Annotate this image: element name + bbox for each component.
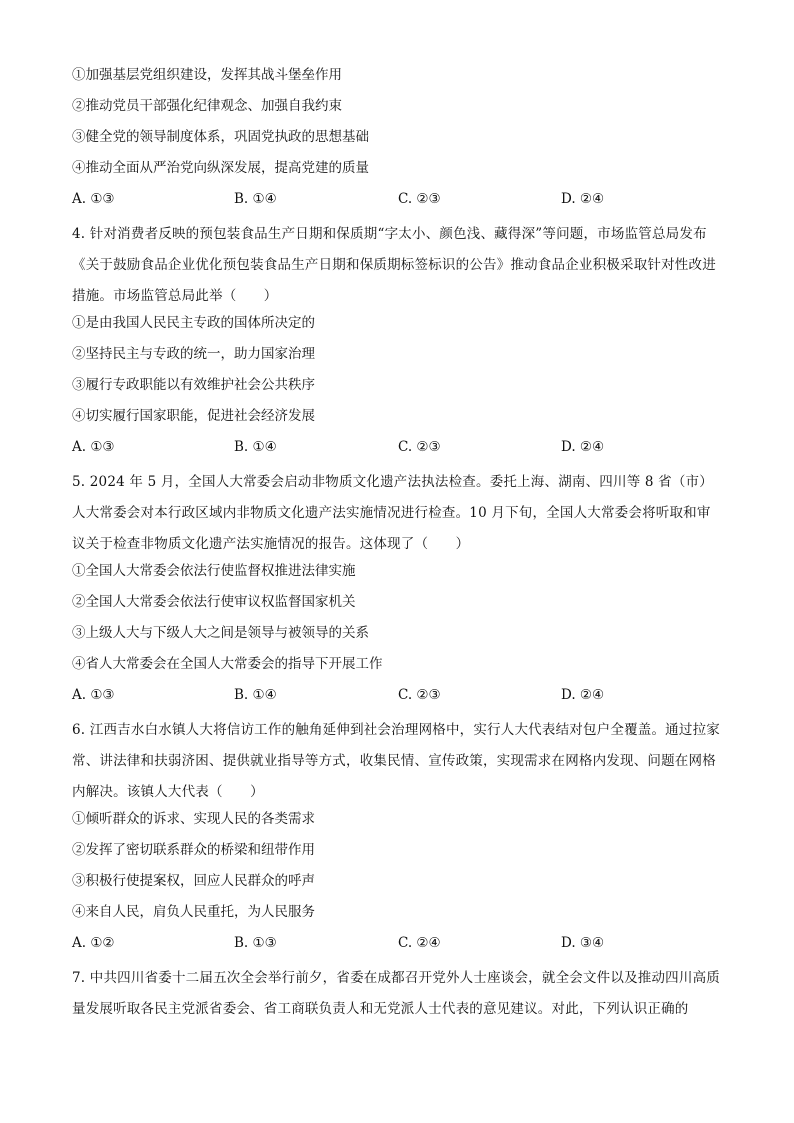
- question-3: [72, 64, 722, 219]
- statement: ③健全党的领导制度体系，巩固党执政的思想基础: [72, 129, 369, 145]
- statement: ③上级人大与下级人大之间是领导与被领导的关系: [72, 625, 369, 641]
- statement: ③积极行使提案权，回应人民群众的呼声: [72, 873, 315, 889]
- option-c: C. ②③: [398, 191, 441, 207]
- option-a: A. ①③: [72, 687, 115, 703]
- statement: ②推动党员干部强化纪律观念、加强自我约束: [72, 98, 342, 114]
- option-c: C. ②③: [398, 687, 441, 703]
- question-stem: 7. 中共四川省委十二届五次全会举行前夕，省委在成都召开党外人士座谈会，就全会文件以及推动四川高质量发展听取各民主党派省委会、省工商联负责人和无党派人士代表的意见建议。对此，下列认识正确的: [72, 970, 720, 1017]
- option-b: B. ①④: [234, 439, 277, 455]
- statement: ①倾听群众的诉求、实现人民的各类需求: [72, 811, 315, 827]
- answer-options: [72, 436, 722, 467]
- statement: ④切实履行国家职能，促进社会经济发展: [72, 408, 315, 424]
- statement: ②坚持民主与专政的统一，助力国家治理: [72, 346, 315, 362]
- statement: ①全国人大常委会依法行使监督权推进法律实施: [72, 563, 356, 579]
- answer-options: [72, 684, 722, 715]
- statement: ①是由我国人民民主专政的国体所决定的: [72, 315, 315, 331]
- answer-options: [72, 188, 722, 219]
- statement: ④来自人民，肩负人民重托，为人民服务: [72, 904, 315, 920]
- question-5: [72, 467, 722, 715]
- question-6: [72, 715, 722, 963]
- statement: ①加强基层党组织建设，发挥其战斗堡垒作用: [72, 67, 342, 83]
- question-stem: 6. 江西吉水白水镇人大将信访工作的触角延伸到社会治理网格中，实行人大代表结对包户全覆盖。通过拉家常、讲法律和扶弱济困、提供就业指导等方式，收集民情、宣传政策，实现需求在网格内发现、问题在网格内解决。该镇人大代表（ ）: [72, 722, 720, 800]
- statement: ②发挥了密切联系群众的桥梁和纽带作用: [72, 842, 315, 858]
- question-7: [72, 963, 722, 1025]
- option-c: C. ②③: [398, 439, 441, 455]
- option-c: C. ②④: [398, 935, 441, 951]
- option-d: D. ②④: [561, 439, 605, 455]
- exam-page: [72, 64, 722, 1025]
- question-stem: 4. 针对消费者反映的预包装食品生产日期和保质期“字太小、颜色浅、藏得深”等问题，市场监管总局发布《关于鼓励食品企业优化预包装食品生产日期和保质期标签标识的公告》推动食品企业积极采取针对性改进措施。市场监管总局此举（ ）: [72, 226, 716, 304]
- question-stem: 5. 2024 年 5 月，全国人大常委会启动非物质文化遗产法执法检查。委托上海、湖南、四川等 8 省（市）人大常委会对本行政区域内非物质文化遗产法实施情况进行检查。10 月下旬，全国人大常委会将听取和审议关于检查非物质文化遗产法实施情况的报告。这体现了（ ）: [72, 474, 713, 552]
- option-b: B. ①④: [234, 687, 277, 703]
- option-b: B. ①④: [234, 191, 277, 207]
- answer-options: [72, 932, 722, 963]
- option-d: D. ③④: [561, 935, 605, 951]
- option-a: A. ①②: [72, 935, 115, 951]
- option-d: D. ②④: [561, 687, 605, 703]
- statement: ③履行专政职能以有效维护社会公共秩序: [72, 377, 315, 393]
- option-b: B. ①③: [234, 935, 277, 951]
- question-4: [72, 219, 722, 467]
- statement: ④省人大常委会在全国人大常委会的指导下开展工作: [72, 656, 383, 672]
- option-a: A. ①③: [72, 439, 115, 455]
- option-d: D. ②④: [561, 191, 605, 207]
- option-a: A. ①③: [72, 191, 115, 207]
- statement: ④推动全面从严治党向纵深发展，提高党建的质量: [72, 160, 369, 176]
- statement: ②全国人大常委会依法行使审议权监督国家机关: [72, 594, 356, 610]
